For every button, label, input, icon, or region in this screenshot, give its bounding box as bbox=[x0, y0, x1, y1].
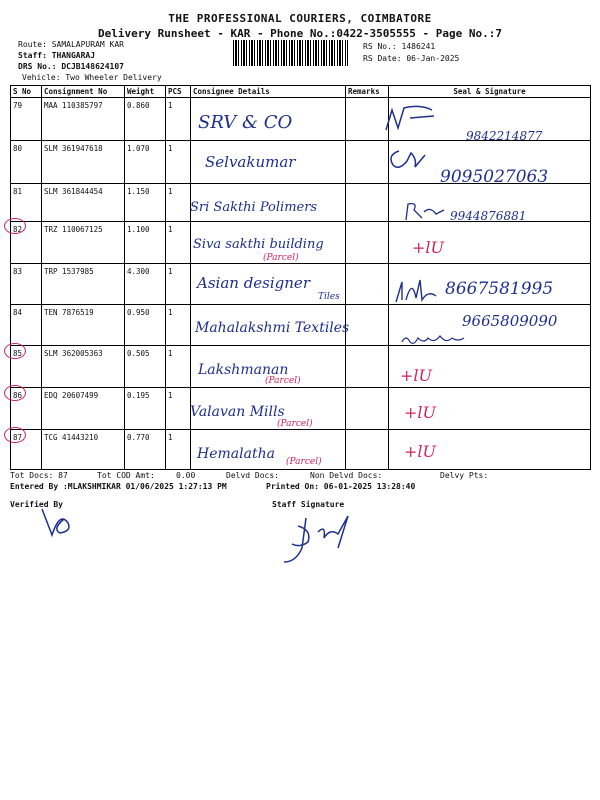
signature-scribble bbox=[392, 276, 440, 306]
printed-on: Printed On: 06-01-2025 13:28:40 bbox=[266, 482, 416, 491]
phone-number: 9095027063 bbox=[440, 167, 549, 187]
cell-remarks bbox=[346, 264, 389, 305]
parcel-note: (Parcel) bbox=[286, 457, 322, 467]
signature-scribble bbox=[398, 330, 468, 348]
cell-consignment: TRZ 110067125 bbox=[42, 222, 125, 264]
cell-remarks bbox=[346, 430, 389, 470]
cell-remarks bbox=[346, 305, 389, 346]
col-consignment: Consignment No bbox=[42, 86, 125, 98]
cell-pcs: 1 bbox=[166, 184, 191, 222]
cell-pcs: 1 bbox=[166, 305, 191, 346]
handwritten-name: Hemalatha bbox=[197, 446, 275, 462]
cell-consignment: SLM 362005363 bbox=[42, 346, 125, 388]
vehicle: Vehicle: Two Wheeler Delivery bbox=[22, 73, 162, 82]
handwritten-name: Selvakumar bbox=[205, 153, 296, 171]
cell-weight: 1.070 bbox=[125, 141, 166, 184]
signature-scribble bbox=[402, 200, 447, 224]
cell-sno: 80 bbox=[11, 141, 42, 184]
handwritten-name: Tiles bbox=[318, 292, 340, 302]
non-delvd-docs: Non Delvd Docs: bbox=[310, 471, 383, 480]
phone-number: 9665809090 bbox=[462, 312, 558, 330]
delvy-pts: Delvy Pts: bbox=[440, 471, 489, 480]
cell-consignment: TCG 41443210 bbox=[42, 430, 125, 470]
cell-sno: 81 bbox=[11, 184, 42, 222]
cell-remarks bbox=[346, 222, 389, 264]
cell-pcs: 1 bbox=[166, 222, 191, 264]
col-weight: Weight bbox=[125, 86, 166, 98]
red-circle-mark bbox=[4, 343, 26, 359]
company-title: THE PROFESSIONAL COURIERS, COIMBATORE bbox=[168, 12, 432, 25]
rs-number: RS No.: 1486241 bbox=[363, 42, 436, 51]
handwritten-name: Mahalakshmi Textiles bbox=[195, 320, 350, 336]
cell-consignment: EDQ 20607499 bbox=[42, 388, 125, 430]
verified-by-label: Verified By bbox=[10, 500, 63, 509]
phone-number: 8667581995 bbox=[445, 279, 554, 299]
delivery-mark: +lU bbox=[400, 366, 433, 385]
tot-cod-label: Tot COD Amt: bbox=[97, 471, 155, 480]
delivery-mark: +lU bbox=[412, 238, 445, 257]
cell-pcs: 1 bbox=[166, 430, 191, 470]
table-header bbox=[11, 86, 591, 98]
cell-sno: 84 bbox=[11, 305, 42, 346]
handwritten-name: Siva sakthi building bbox=[193, 237, 324, 252]
cell-pcs: 1 bbox=[166, 388, 191, 430]
cell-weight: 4.300 bbox=[125, 264, 166, 305]
delvd-docs: Delvd Docs: bbox=[226, 471, 279, 480]
cell-pcs: 1 bbox=[166, 264, 191, 305]
cell-pcs: 1 bbox=[166, 346, 191, 388]
signature-scribble bbox=[385, 145, 430, 175]
col-remarks: Remarks bbox=[346, 86, 389, 98]
cell-remarks bbox=[346, 388, 389, 430]
col-seal-signature: Seal & Signature bbox=[389, 86, 591, 98]
parcel-note: (Parcel) bbox=[277, 419, 313, 429]
red-circle-mark bbox=[4, 385, 26, 401]
cell-sno: 82 bbox=[11, 222, 42, 264]
runsheet-title: Delivery Runsheet - KAR - Phone No.:0422-3505555 - Page No.:7 bbox=[98, 27, 502, 40]
barcode bbox=[233, 40, 348, 66]
staff-signature-label: Staff Signature bbox=[272, 500, 345, 509]
cell-weight: 0.860 bbox=[125, 98, 166, 141]
cell-pcs: 1 bbox=[166, 141, 191, 184]
tot-docs: Tot Docs: 87 bbox=[10, 471, 68, 480]
staff: Staff: THANGARAJ bbox=[18, 51, 96, 60]
cell-consignment: SLM 361844454 bbox=[42, 184, 125, 222]
col-sno: S No bbox=[11, 86, 42, 98]
cell-sno: 79 bbox=[11, 98, 42, 141]
cell-pcs: 1 bbox=[166, 98, 191, 141]
drs-number: DRS No.: DCJB148624107 bbox=[18, 62, 124, 71]
cell-sno: 86 bbox=[11, 388, 42, 430]
cell-consignment: SLM 361947618 bbox=[42, 141, 125, 184]
cell-sno: 83 bbox=[11, 264, 42, 305]
entered-by: Entered By :MLAKSHMIKAR 01/06/2025 1:27:13 PM bbox=[10, 482, 227, 491]
parcel-note: (Parcel) bbox=[265, 376, 301, 386]
cell-weight: 0.770 bbox=[125, 430, 166, 470]
red-circle-mark bbox=[4, 427, 26, 443]
cell-weight: 0.950 bbox=[125, 305, 166, 346]
handwritten-name: Sri Sakthi Polimers bbox=[190, 200, 318, 215]
cell-remarks bbox=[346, 141, 389, 184]
phone-number: 9944876881 bbox=[450, 209, 527, 223]
red-circle-mark bbox=[4, 218, 26, 234]
delivery-mark: +lU bbox=[404, 403, 437, 422]
handwritten-name: Asian designer bbox=[197, 274, 310, 292]
handwritten-name: Valavan Mills bbox=[190, 404, 285, 420]
cell-remarks bbox=[346, 346, 389, 388]
signature-scribble bbox=[380, 100, 440, 136]
route: Route: SAMALAPURAM KAR bbox=[18, 40, 124, 49]
cell-consignment: TEN 7876519 bbox=[42, 305, 125, 346]
cell-consignment: TRP 1537985 bbox=[42, 264, 125, 305]
tot-cod-value: 0.00 bbox=[176, 471, 196, 480]
cell-remarks bbox=[346, 184, 389, 222]
cell-consignment: MAA 110385797 bbox=[42, 98, 125, 141]
cell-weight: 1.100 bbox=[125, 222, 166, 264]
col-pcs: PCS bbox=[166, 86, 191, 98]
cell-sno: 85 bbox=[11, 346, 42, 388]
staff-signature bbox=[278, 508, 358, 566]
handwritten-name: Lakshmanan bbox=[198, 362, 289, 378]
cell-weight: 0.505 bbox=[125, 346, 166, 388]
cell-weight: 1.150 bbox=[125, 184, 166, 222]
rs-date: RS Date: 06-Jan-2025 bbox=[363, 54, 460, 63]
handwritten-name: SRV & CO bbox=[198, 112, 293, 133]
cell-sno: 87 bbox=[11, 430, 42, 470]
verifier-signature bbox=[38, 505, 78, 541]
delivery-mark: +lU bbox=[404, 442, 437, 461]
col-consignee: Consignee Details bbox=[191, 86, 346, 98]
phone-number: 9842214877 bbox=[466, 129, 543, 143]
parcel-note: (Parcel) bbox=[263, 253, 299, 263]
cell-weight: 0.195 bbox=[125, 388, 166, 430]
